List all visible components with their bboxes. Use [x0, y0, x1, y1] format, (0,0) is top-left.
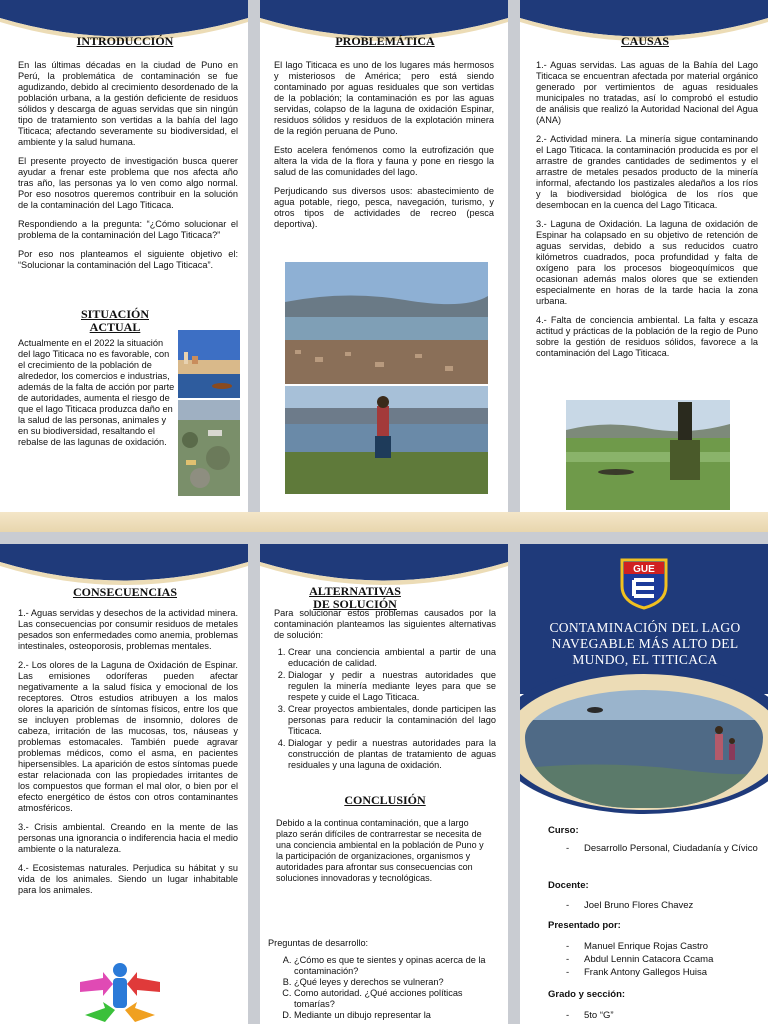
- intro-paragraph: En las últimas décadas en la ciudad de Puno en Perú, la problemática de contaminación se fue agudizando, debido al crecimiento desordenado de la población urbana, a la gestión deficiente de residuos sólidos y descarga de aguas servidas que sin ningún tipo de tratamiento son vertidas a la bahía del lago Titicaca; afectando severamente su biodiversidad, el ambiente y la salud humana.: [18, 60, 238, 147]
- problematica-title: PROBLEMÁTICA: [335, 34, 435, 48]
- alternativas-intro: Para solucionar estos problemas causados por la contaminación planteamos las siguientes alternativas de solución:: [274, 608, 496, 640]
- header-wave: [520, 0, 768, 60]
- causa-item: 4.- Falta de conciencia ambiental. La falta y escaza actitud y prácticas de la población de la regio de Puno sobre la gestión de residuos sólidos, favorece a la contaminación del Lago Titicaca.: [536, 315, 758, 358]
- conclusion-title: CONCLUSIÓN: [344, 793, 426, 807]
- trash-shore-photo: [178, 400, 240, 496]
- causa-item: 2.- Actividad minera. La minería sigue contaminando el Lago Titicaca. la contaminación producida es por el arrastre de grandes cantidades de sedimentos y el arrastre de metales pesados producto de la minería informal, afectando los pastizales aledaños a los ríos y la biodiversidad biológica de los ríos que desembocan en la cuenca del Lago Titicaca.: [536, 134, 758, 210]
- grado-label: Grado y sección:: [548, 989, 626, 1000]
- intro-paragraph: Por eso nos planteamos el siguiente objetivo el: “Solucionar la contaminación del Lago Titicaca”.: [18, 249, 238, 270]
- curso-label: Curso:: [548, 825, 579, 836]
- situacion-title-line: ACTUAL: [89, 320, 141, 334]
- questions-section: [268, 938, 496, 1021]
- consecuencia-item: 1.- Aguas servidas y desechos de la actividad minera. Las consecuencias por consumir residuos de metales pesados son enfermedades como anemia, problemas intestinales, osteoporosis, problemas mentales.: [18, 608, 238, 651]
- alternativas-title-line: DE SOLUCIÓN: [313, 597, 397, 611]
- problematica-paragraph: Esto acelera fenómenos como la eutrofización que altera la vida de la flora y fauna y pone en riesgo la salud de las comunidades del lago.: [274, 145, 494, 177]
- intro-paragraph: El presente proyecto de investigación busca querer ayudar a frenar este problema que nos afecta año tras año, las personas ya lo ven como algo normal. Por eso nosotros queremos contribuir en la solución de la contaminación del Lago Titicaca.: [18, 156, 238, 210]
- question-item: B. ¿Qué leyes y derechos se vulneran?: [294, 977, 496, 988]
- questions-label: Preguntas de desarrollo:: [268, 938, 369, 948]
- problematica-paragraph: El lago Titicaca es uno de los lugares más hermosos y misteriosos de América; pero está siendo contaminado por aguas residuales que son vertidas de la población; la contaminación es por las aguas servidas, colapso de la laguna de oxidación Espinar, residuos sólidos y residuos de la explotación minera de la región peruana de Puno.: [274, 60, 494, 136]
- puno-city-photo: [178, 330, 240, 398]
- alternativas-list: [274, 647, 496, 771]
- alternativa-item: 1. Crear una conciencia ambiental a partir de una educación de calidad.: [288, 647, 496, 669]
- presentado-label: Presentado por:: [548, 920, 621, 931]
- lake-aerial-photo: [285, 262, 488, 384]
- situacion-title: [60, 308, 170, 334]
- causa-item: 1.- Aguas servidas. Las aguas de la Bahía del Lago Titicaca se encuentran afectada por material orgánico generado por vertimientos de aguas residuales municipales no tratadas, así lo comprobó el estudio de análisis que realizó la Autoridad Nacional del Agua (ANA): [536, 60, 758, 125]
- logo-text: GUE: [633, 564, 655, 575]
- question-item: C. Como autoridad. ¿Qué acciones políticas tomarías?: [294, 988, 496, 1010]
- conclusion-body: Debido a la continua contaminación, que a largo plazo serán difíciles de contrarrestar se necesita de una conciencia ambiental en la población de Puno y la participación de organizaciones, organismos y autoridades para afrontar sus consecuencias con soluciones innovadoras y tecnológicas.: [276, 818, 484, 883]
- consecuencia-item: 3.- Crisis ambiental. Creando en la mente de las personas una ignorancia o indiferencia hacia el medio ambiente o la naturaleza.: [18, 822, 238, 854]
- header-wave: [0, 0, 248, 60]
- consecuencias-body: [18, 608, 238, 904]
- cover-title: CONTAMINACIÓN DEL LAGO NAVEGABLE MÁS ALTO DEL MUNDO, EL TITICACA: [549, 620, 741, 667]
- alternativa-item: 2. Dialogar y pedir a nuestras autoridades que regulen la minería mediante leyes para que se respete y cuide el Lago Titicaca.: [288, 670, 496, 703]
- alternativa-item: 4. Dialogar y pedir a nuestras autoridades para la construcción de plantas de tratamiento de aguas residuales y una laguna de oxidación.: [288, 738, 496, 771]
- intro-paragraph: Respondiendo a la pregunta: “¿Cómo solucionar el problema de la contaminación del Lago Titicaca?”: [18, 219, 238, 240]
- school-logo: [618, 556, 670, 610]
- question-item: D. Mediante un dibujo representar la: [294, 1010, 496, 1021]
- alternativas-body: [274, 608, 496, 772]
- situacion-title-line: SITUACIÓN: [80, 307, 149, 321]
- problematica-body: [274, 60, 494, 238]
- introduccion-body: [18, 60, 238, 279]
- consecuencias-title: CONSECUENCIAS: [72, 585, 178, 599]
- alternativa-item: 3. Crear proyectos ambientales, donde participen las personas para reducir la contaminación del lago Titicaca.: [288, 704, 496, 737]
- polluted-shore-photo: [285, 386, 488, 494]
- problematica-paragraph: Perjudicando sus diversos usos: abastecimiento de agua potable, riego, pesca, navegación, turismo, y otros tipos de actividades de recreo (pesca deportiva).: [274, 186, 494, 229]
- situacion-body: Actualmente en el 2022 la situación del lago Titicaca no es favorable, con el crecimiento de la población de alrededor, los comercios e industrias, además de la falta de acción por parte de autoridades, aumenta el riesgo de que el lago Titicaca produzca daño en la salud de las personas, animales y en su biodiversidad, resaltando el rebalse de las lagunas de oxidación.: [18, 338, 175, 447]
- green-lake-photo: [566, 400, 730, 510]
- fold-band: [0, 512, 768, 532]
- consecuencia-item: 4.- Ecosistemas naturales. Perjudica su hábitat y su vida de los animales. Siendo un lugar inhabitable para los animales.: [18, 863, 238, 895]
- alternativas-title-line: ALTERNATIVAS: [309, 584, 401, 598]
- question-item: A. ¿Cómo es que te sientes y opinas acerca de la contaminación?: [294, 955, 496, 977]
- arrows-figure-icon: [75, 960, 165, 1024]
- causas-body: [536, 60, 758, 367]
- causas-title: CAUSAS: [620, 34, 669, 48]
- causa-item: 3.- Laguna de Oxidación. La laguna de oxidación de Espinar ha colapsado en su objetivo de retención de aguas servidas, debido a sus reducidos cuatro kilómetros cuadrados, poca profundidad y falta de oxígeno para los procesos biogeoquímicos que ocasionan además malos olores que se extienden especialmente en horas de la tarde hacia la zona urbana.: [536, 219, 758, 306]
- docente-label: Docente:: [548, 880, 589, 891]
- introduccion-title: INTRODUCCIÓN: [76, 34, 174, 48]
- header-wave: [260, 0, 508, 60]
- consecuencia-item: 2.- Los olores de la Laguna de Oxidación de Espinar. Las emisiones odoríferas pueden afectar negativamente a la salud física y emocional de los receptores. Otros estudios atribuyen a los malos olores la aparición de síntomas físicos, entre los que se incluyen problemas de insomnio, dolores de cabeza, irritación de las mucosas, tos, náuseas y problemas estomacales. También puede agravar problemas médicos, como el asma, en pacientes hipersensibles. La aparición de estos síntomas puede estar relacionada con las propiedades irritantes de los compuestos que forman el mal olor, o bien por el efecto energético de éstos con otros contaminantes atmosféricos.: [18, 660, 238, 813]
- questions-list: [268, 955, 496, 1021]
